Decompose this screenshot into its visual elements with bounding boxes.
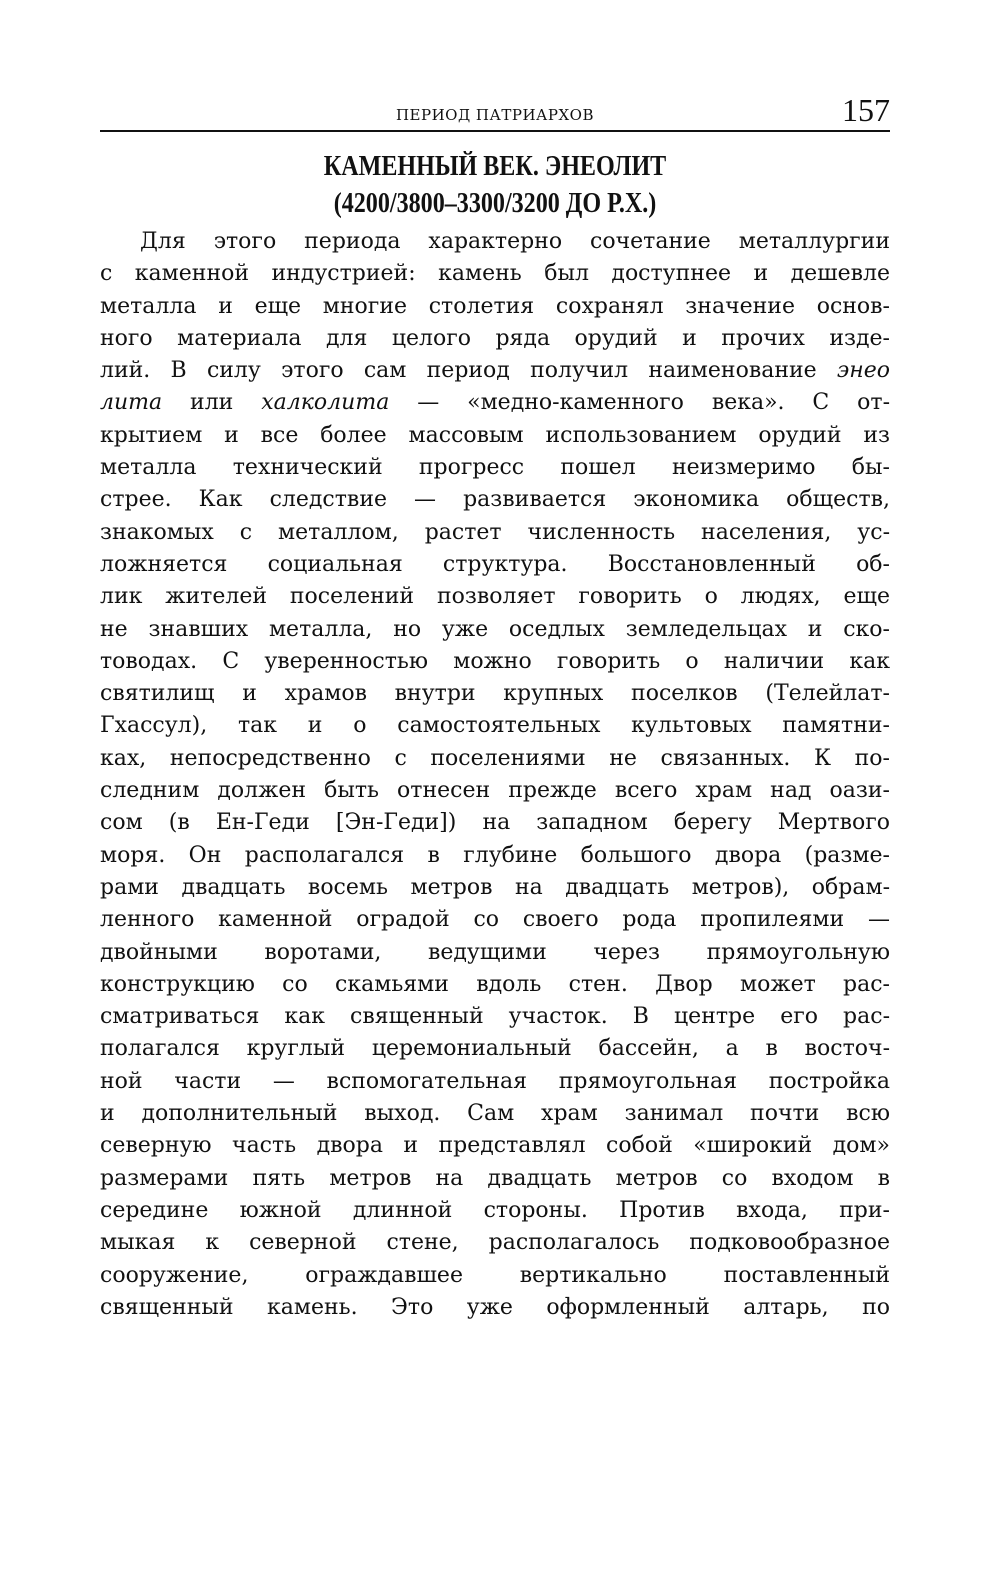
text-line: знакомых с металлом, растет численность населения, ус-: [100, 519, 890, 545]
term-eneolit-cont: лита: [100, 390, 163, 416]
chapter-title: КАМЕННЫЙ ВЕК. ЭНЕОЛИТ: [323, 151, 667, 182]
text-line: Гхассул), так и о самостоятельных культовых памятни-: [100, 713, 890, 739]
text-line: металла технический прогресс пошел неизмеримо бы-: [100, 455, 890, 481]
term-eneolit: энео: [836, 358, 890, 384]
text-line: полагался круглый церемониальный бассейн, а в восточ-: [100, 1036, 890, 1062]
text-line: товодах. С уверенностью можно говорить о наличии как: [100, 648, 890, 674]
chapter-heading: [155, 148, 834, 222]
text-line: [100, 355, 890, 387]
text-line: Для этого периода характерно сочетание металлургии: [140, 229, 890, 254]
term-khalkolit: халколита: [261, 390, 390, 416]
chapter-dates: (4200/3800–3300/3200 ДО Р.Х.): [333, 188, 657, 219]
text-line: и дополнительный выход. Сам храм занимал почти всю: [100, 1101, 890, 1127]
text-line: сооружение, ограждавшее вертикально поставленный: [100, 1262, 890, 1288]
text-line: ного материала для целого ряда орудий и прочих изде-: [100, 325, 890, 351]
page-number: 157: [842, 92, 890, 128]
text-line: [100, 387, 890, 419]
text-line: конструкцию со скамьями вдоль стен. Двор может рас-: [100, 971, 890, 997]
text-line: северную часть двора и представлял собой «широкий дом»: [100, 1133, 890, 1159]
text-line: святилищ и храмов внутри крупных поселков (Телейлат-: [100, 681, 890, 707]
text-line: двойными воротами, ведущими через прямоугольную: [100, 939, 890, 965]
text-line: середине южной длинной стороны. Против входа, при-: [100, 1197, 890, 1223]
text-line: с каменной индустрией: камень был доступнее и дешевле: [100, 261, 890, 287]
running-title: ПЕРИОД ПАТРИАРХОВ: [395, 106, 595, 124]
text-line: сматриваться как священный участок. В центре его рас-: [100, 1004, 890, 1030]
book-page: [100, 90, 890, 1324]
text-line: ной части — вспомогательная прямоугольная постройка: [100, 1068, 890, 1094]
text-line: крытием и все более массовым использованием орудий из: [100, 422, 890, 448]
text-line: следним должен быть отнесен прежде всего храм над оази-: [100, 778, 890, 804]
text-line: ках, непосредственно с поселениями не связанных. К по-: [100, 745, 890, 771]
text-line: моря. Он располагался в глубине большого двора (разме-: [100, 842, 890, 868]
text-line: рами двадцать восемь метров на двадцать метров), обрам-: [100, 874, 890, 900]
running-header: [100, 90, 890, 132]
text-line: мыкая к северной стене, располагалось подковообразное: [100, 1230, 890, 1256]
text-line: размерами пять метров на двадцать метров со входом в: [100, 1165, 890, 1191]
text-line: сом (в Ен-Геди [Эн-Геди]) на западном берегу Мертвого: [100, 810, 890, 836]
text-run: лий. В силу этого сам период получил наименование: [100, 358, 837, 384]
text-line: ленного каменной оградой со своего рода пропилеями —: [100, 907, 890, 933]
text-line: священный камень. Это уже оформленный алтарь, по: [100, 1294, 890, 1320]
text-line: стрее. Как следствие — развивается экономика обществ,: [100, 487, 890, 513]
text-run: — «медно-каменного века». С от-: [389, 390, 890, 416]
text-line: металла и еще многие столетия сохранял значение основ-: [100, 293, 890, 319]
text-line: ложняется социальная структура. Восстановленный об-: [100, 551, 890, 577]
text-line: не знавших металла, но уже оседлых земледельцах и ско-: [100, 616, 890, 642]
text-run: или: [162, 390, 262, 416]
body-text: [100, 226, 890, 1324]
text-line: лик жителей поселений позволяет говорить о людях, еще: [100, 584, 890, 610]
